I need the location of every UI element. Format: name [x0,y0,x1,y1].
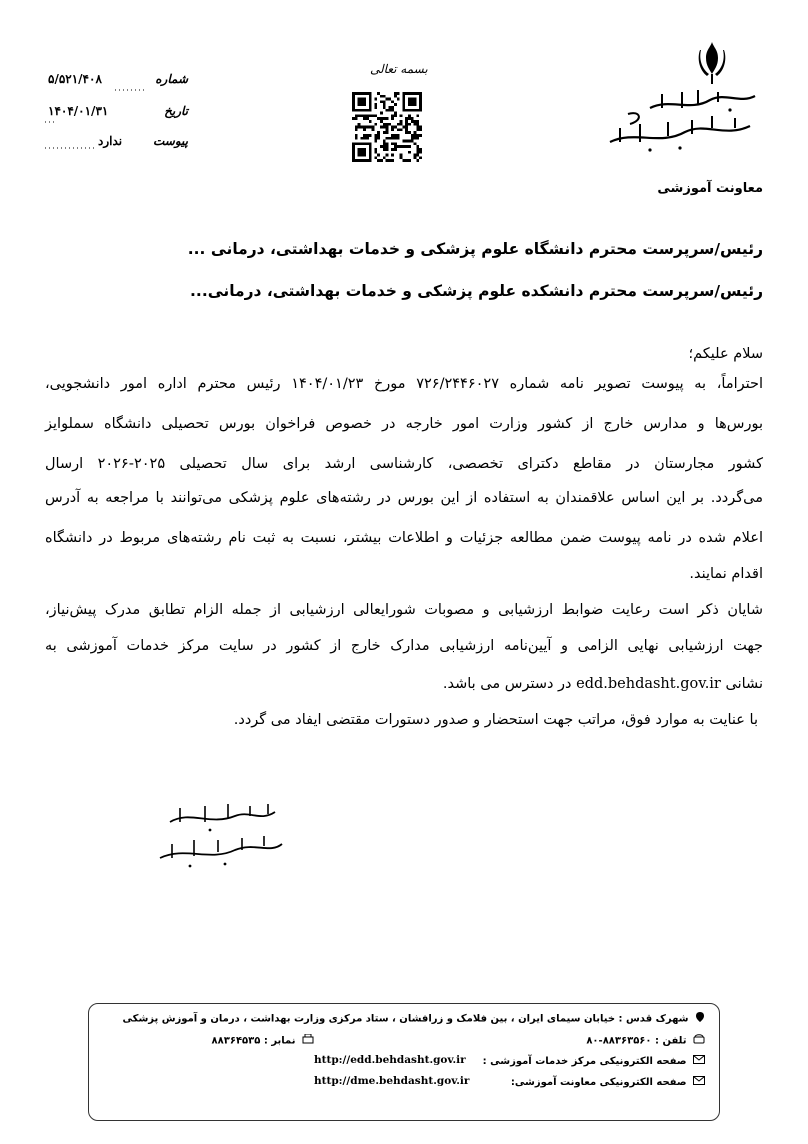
footer-fax [212,1034,314,1047]
handwritten-signature [150,800,290,870]
paragraph-1-line-3: کشور مجارستان در مقاطع دکترای تخصصی، کارشناسی ارشد برای سال تحصیلی ۲۰۲۵-۲۰۲۶ ارسال [45,456,763,472]
department-name: معاونت آموزشی [657,181,763,196]
qr-code-icon [352,92,422,162]
letter-number-label: شماره [155,72,188,86]
paragraph-2-prefix: نشانی [725,676,763,692]
letter-number-value: ۵/۵۲۱/۴۰۸ [48,72,102,86]
greeting: سلام علیکم؛ [688,346,763,362]
footer-phone [586,1034,705,1047]
footer-edu-site [483,1055,705,1067]
paragraph-2-suffix: در دسترس می باشد. [442,676,572,692]
paragraph-1-line-5: اعلام شده در نامه پیوست ضمن مطالعه جزئیات و اطلاعات بیشتر، نسبت به ثبت نام رشته‌های مربوط در دانشگاه [45,530,763,546]
paragraph-1-line-2: بورس‌ها و مدارس خارج از کشور وزارت امور خارجه در خصوص فراخوان بورس تحصیلی دانشگاه سملوایز [45,416,763,432]
footer-deputy-site [511,1076,705,1088]
iran-emblem-icon [697,40,727,86]
letter-footer [88,1003,720,1121]
paragraph-1-line-1: احتراماً، به پیوست تصویر نامه شماره ۷۲۶/۲۴۴۶۰۲۷ مورخ ۱۴۰۴/۰۱/۲۳ رئیس محترم اداره امور دانشجویی، [45,376,764,392]
paragraph-1-line-6: اقدام نمایند. [689,566,763,582]
paragraph-2-line-2: جهت ارزشیابی نهایی الزامی و آیین‌نامه ارزشیابی مدارک خارج از کشور در سایت مرکز خدمات آموزشی به [45,638,763,654]
meta-dotted-lines [45,80,155,150]
paragraph-2-line-3 [443,676,763,692]
basmala: بسمه تعالی [370,62,428,76]
paragraph-2-line-1: شایان ذکر است رعایت ضوابط ارزشیابی و مصوبات شورایعالی ارزشیابی از جمله الزام تطابق مدرک پیش‌نیاز، [45,602,763,618]
letter-attachment-value: ندارد [98,134,123,148]
footer-fax-label: نمابر : [263,1035,296,1047]
footer-phone-value: ۸۸۳۶۳۵۶۰-۸۰ [586,1035,652,1047]
email-icon [693,1055,705,1067]
ministry-calligraphy-logo [590,86,760,156]
letter-attachment-label: پیوست [153,134,188,148]
footer-deputy-site-url[interactable]: http://dme.behdasht.gov.ir [314,1075,470,1087]
footer-phone-label: تلفن : [655,1035,687,1047]
footer-deputy-site-label: صفحه الکترونیکی معاونت آموزشی: [510,1077,687,1088]
footer-fax-value: ۸۸۳۶۴۵۳۵ [211,1035,261,1047]
phone-icon [693,1034,705,1047]
fax-icon [302,1034,314,1047]
letter-date-value: ۱۴۰۴/۰۱/۳۱ [48,104,109,118]
letter-date-label: تاریخ [164,104,188,118]
email-icon [693,1076,705,1088]
recipient-line-1: رئیس/سرپرست محترم دانشگاه علوم پزشکی و خدمات بهداشتی، درمانی ... [187,240,763,258]
edd-site-link[interactable]: edd.behdasht.gov.ir [576,676,721,692]
location-icon [695,1012,705,1025]
footer-edu-site-label: صفحه الکترونیکی مرکز خدمات آموزشی : [482,1056,687,1067]
footer-address [123,1012,705,1025]
footer-address-text: شهرک قدس : خیابان سیمای ایران ، بین فلامک و زرافشان ، ستاد مرکزی وزارت بهداشت ، درمان و آموزش پزشکی [122,1013,689,1025]
closing-line: با عنایت به موارد فوق، مراتب جهت استحضار و صدور دستورات مقتضی ایفاد می گردد. [233,712,758,728]
recipient-line-2: رئیس/سرپرست محترم دانشکده علوم پزشکی و خدمات بهداشتی، درمانی... [190,282,763,300]
paragraph-1-line-4: می‌گردد. بر این اساس علاقمندان به استفاده از این بورس در رشته‌های علوم پزشکی می‌توانند با مراجعه به آدرس [45,490,763,506]
footer-edu-site-url[interactable]: http://edd.behdasht.gov.ir [314,1054,466,1066]
